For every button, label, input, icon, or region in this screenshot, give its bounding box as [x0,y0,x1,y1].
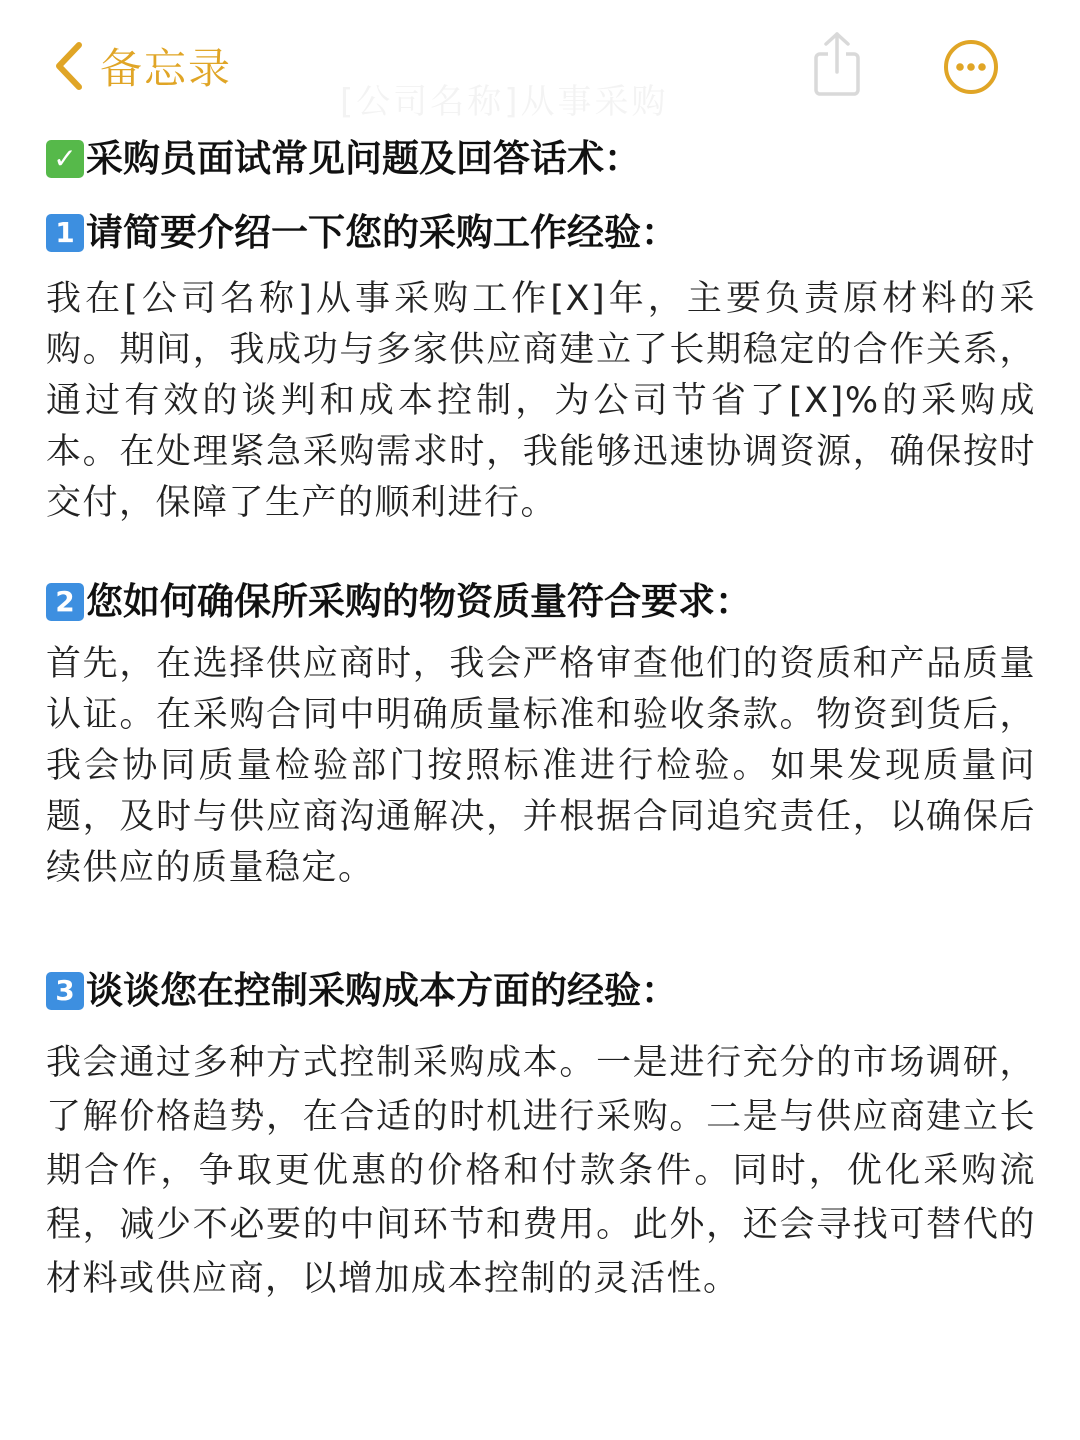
note-title [46,132,1036,186]
navigation-bar [0,0,1080,130]
number-3-icon: 3 [46,972,84,1010]
faded-title: [公司名称]从事采购 [340,82,669,122]
share-button[interactable] [808,30,866,98]
answer-2-paragraph: 首先，在选择供应商时，我会严格审查他们的资质和产品质量认证。在采购合同中明确质量标准和验收条款。物资到货后，我会协同质量检验部门按照标准进行检验。如果发现质量问题，及时与供应商沟通解决，并根据合同追究责任，以确保后续供应的质量稳定。 [46,644,1036,888]
number-1-icon: 1 [46,214,84,252]
back-label: 备忘录 [100,44,233,93]
answer-3-paragraph: 我会通过多种方式控制采购成本。一是进行充分的市场调研，了解价格趋势，在合适的时机进行采购。二是与供应商建立长期合作，争取更优惠的价格和付款条件。同时，优化采购流程，减少不必要的中间环节和费用。此外，还会寻找可替代的材料或供应商，以增加成本控制的灵活性。 [46,1043,1036,1299]
check-mark-icon: ✓ [46,140,84,178]
answer-1-paragraph: 我在[公司名称]从事采购工作[X]年，主要负责原材料的采购。期间，我成功与多家供应商建立了长期稳定的合作关系，通过有效的谈判和成本控制，为公司节省了[X]%的采购成本。在处理紧急采购需求时，我能够迅速协调资源，确保按时交付，保障了生产的顺利进行。 [46,279,1036,523]
more-button[interactable] [942,38,1000,96]
question-2-heading [46,575,1036,629]
note-title-text: 采购员面试常见问题及回答话术： [86,137,641,180]
question-1-heading [46,206,1036,260]
more-icon [942,38,1000,96]
question-1-text: 请简要介绍一下您的采购工作经验： [86,211,678,254]
question-3-heading [46,964,1036,1018]
chevron-left-icon [52,40,86,92]
note-body[interactable] [46,130,1036,1306]
share-icon [808,30,866,98]
question-3-text: 谈谈您在控制采购成本方面的经验： [86,969,678,1012]
number-2-icon: 2 [46,583,84,621]
question-2-text: 您如何确保所采购的物资质量符合要求： [86,580,752,623]
back-button[interactable] [52,34,232,98]
